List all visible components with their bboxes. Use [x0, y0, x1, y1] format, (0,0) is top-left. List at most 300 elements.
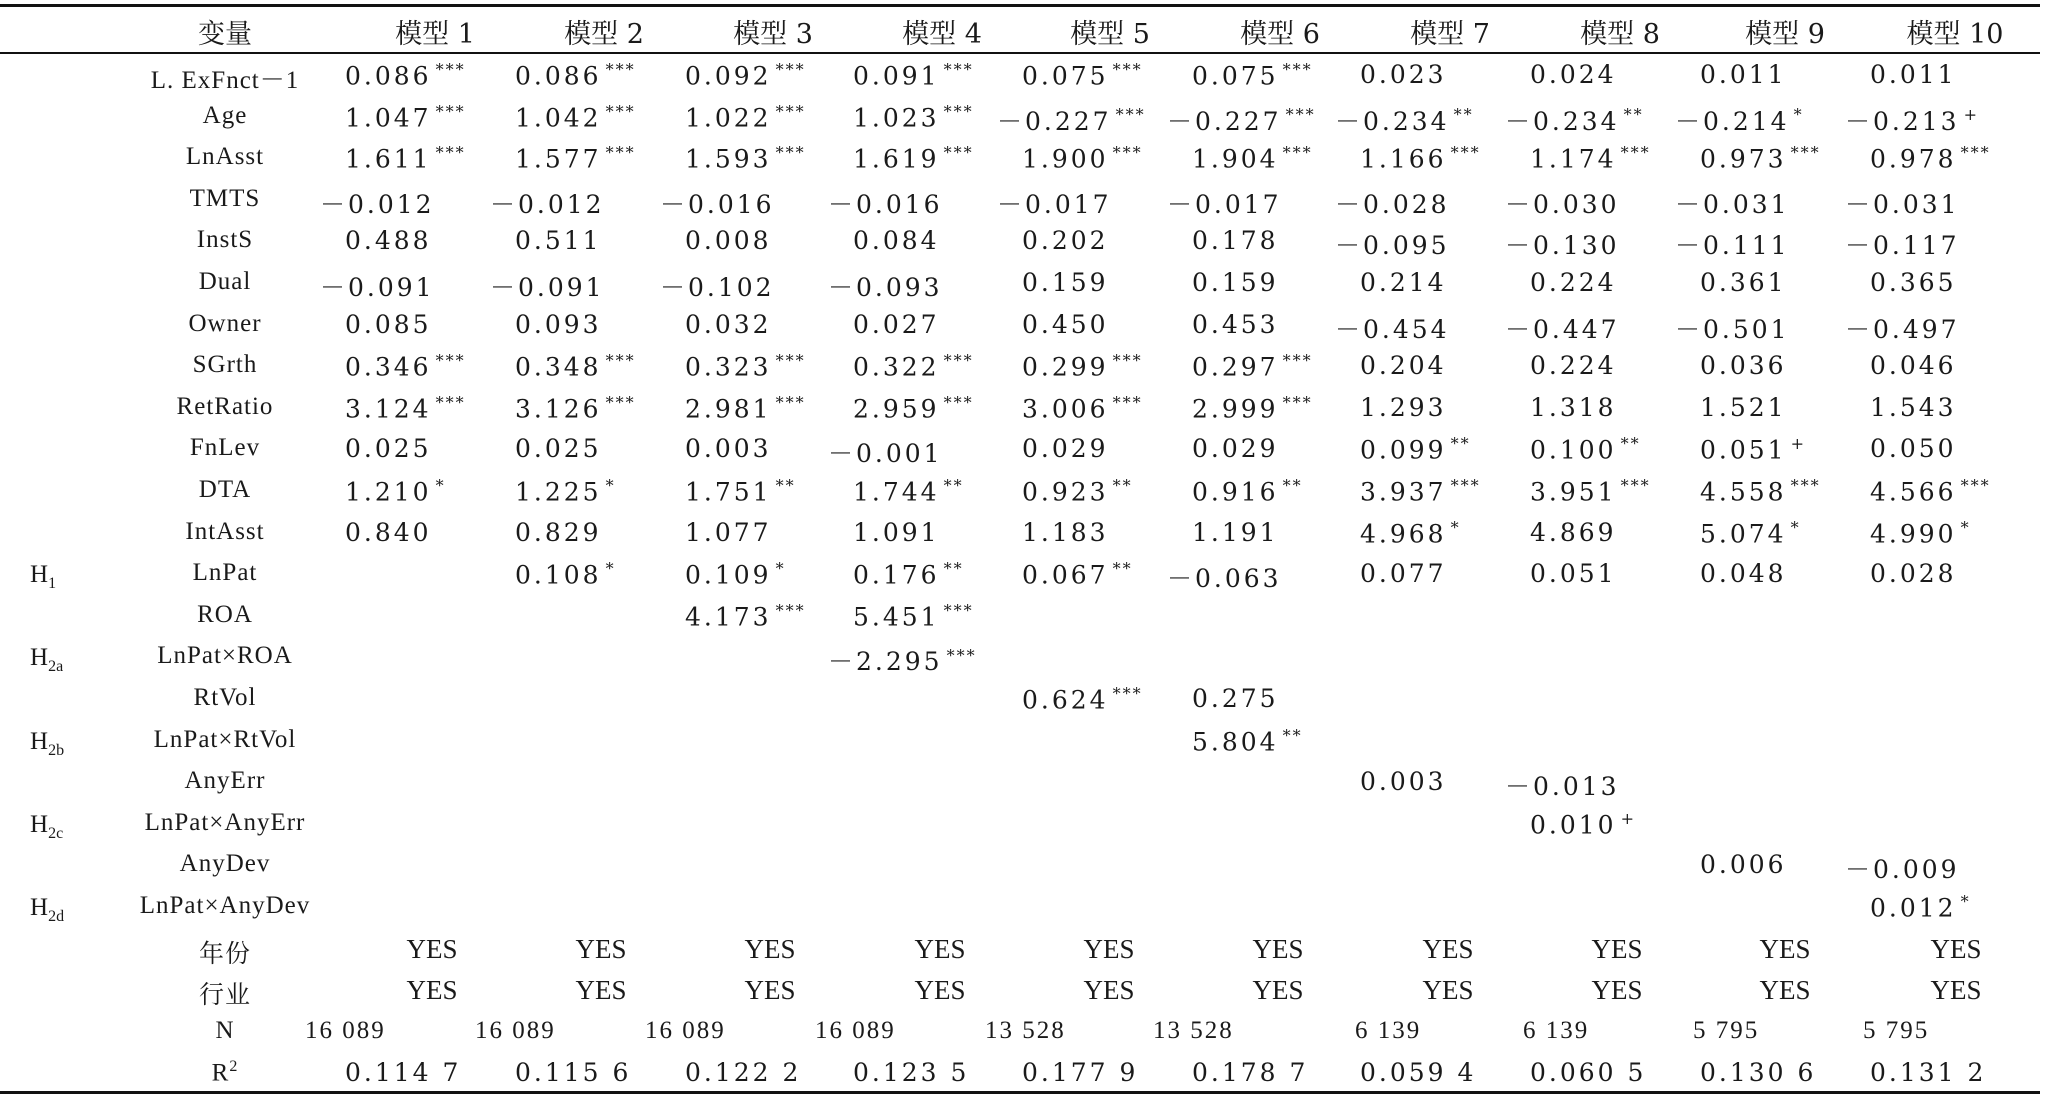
- table-row: [0, 222, 2040, 264]
- coefficient-cell: 0.224: [1530, 268, 1617, 297]
- significance-marker: *: [605, 559, 616, 579]
- coefficient-cell: 0.202: [1022, 226, 1109, 256]
- coefficient-cell: 1.593 ***: [685, 143, 806, 174]
- significance-marker: +: [1963, 105, 1979, 125]
- control-indicator: YES: [914, 975, 966, 1006]
- control-indicator: YES: [1083, 933, 1135, 964]
- significance-marker: ***: [435, 143, 466, 163]
- coefficient-cell: 1.611 ***: [345, 143, 466, 174]
- header-model-10: 模型 10: [1906, 19, 2004, 50]
- coefficient-cell: －0.213 +: [1845, 105, 1979, 136]
- hypothesis-label: $H_{2d}$: [30, 894, 65, 925]
- control-row: [0, 971, 2040, 1013]
- coefficient-cell: 0.973 ***: [1700, 143, 1821, 174]
- significance-marker: **: [1282, 476, 1303, 495]
- significance-marker: ***: [775, 351, 806, 371]
- coefficient-cell: 0.178: [1192, 226, 1279, 256]
- significance-marker: ***: [435, 60, 466, 79]
- significance-marker: +: [1790, 434, 1806, 454]
- coefficient-cell: －0.028: [1335, 189, 1450, 219]
- significance-marker: ***: [435, 351, 466, 371]
- observation-count: 5 795: [1863, 1016, 1930, 1044]
- coefficient-cell: －0.102: [660, 273, 775, 302]
- coefficient-cell: 0.978 ***: [1870, 143, 1991, 174]
- coefficient-cell: 0.024: [1530, 60, 1617, 89]
- coefficient-cell: 1.543: [1870, 392, 1957, 422]
- significance-marker: ***: [775, 392, 806, 412]
- control-indicator: YES: [1930, 975, 1982, 1006]
- coefficient-cell: 0.046: [1870, 351, 1957, 381]
- control-indicator: YES: [1759, 933, 1811, 964]
- coefficient-cell: 0.077: [1360, 559, 1447, 589]
- coefficient-cell: －2.295 ***: [828, 646, 977, 677]
- coefficient-cell: 1.047 ***: [345, 101, 466, 132]
- table-row: [0, 597, 2040, 639]
- significance-marker: *: [605, 476, 616, 495]
- variable-name: LnPat×AnyErr: [144, 808, 306, 836]
- coefficient-cell: 0.923 **: [1022, 476, 1133, 507]
- coefficient-cell: 0.036: [1700, 351, 1787, 381]
- coefficient-cell: 0.003: [685, 434, 772, 464]
- header-model-5: 模型 5: [1070, 19, 1150, 50]
- coefficient-cell: 0.028: [1870, 559, 1957, 589]
- coefficient-cell: －0.001: [828, 439, 943, 469]
- coefficient-cell: 1.183: [1022, 517, 1109, 547]
- control-indicator: YES: [1591, 933, 1643, 964]
- coefficient-cell: 1.225 *: [515, 476, 616, 507]
- coefficient-cell: 3.124 ***: [345, 392, 466, 424]
- header-model-8: 模型 8: [1580, 19, 1660, 50]
- coefficient-cell: 0.051: [1530, 559, 1617, 589]
- control-indicator: YES: [744, 975, 796, 1006]
- coefficient-cell: －0.447: [1505, 314, 1620, 344]
- significance-marker: ***: [943, 60, 974, 79]
- significance-marker: ***: [435, 101, 466, 121]
- significance-marker: ***: [1620, 143, 1651, 163]
- significance-marker: ***: [1112, 392, 1143, 412]
- significance-marker: ***: [775, 101, 806, 121]
- coefficient-cell: 0.511: [515, 226, 602, 256]
- coefficient-cell: 1.751 **: [685, 476, 796, 507]
- table-row: [0, 680, 2040, 722]
- control-indicator: YES: [1759, 975, 1811, 1006]
- control-indicator: YES: [1422, 933, 1474, 964]
- observations-row: [0, 1013, 2040, 1055]
- significance-marker: ***: [605, 392, 636, 412]
- coefficient-cell: 0.032: [685, 309, 772, 339]
- significance-marker: ***: [435, 392, 466, 412]
- coefficient-cell: 1.900 ***: [1022, 143, 1143, 174]
- significance-marker: **: [1112, 559, 1133, 579]
- coefficient-cell: －0.497: [1845, 314, 1960, 344]
- coefficient-cell: 1.042 ***: [515, 101, 636, 132]
- variable-name: LnPat×ROA: [157, 642, 293, 670]
- coefficient-cell: 0.075 ***: [1022, 60, 1143, 91]
- variable-name: AnyErr: [184, 767, 266, 795]
- coefficient-cell: 0.453: [1192, 309, 1279, 339]
- coefficient-cell: 3.006 ***: [1022, 392, 1143, 424]
- coefficient-cell: 1.091: [853, 517, 940, 547]
- coefficient-cell: －0.031: [1845, 189, 1960, 219]
- table-row: [0, 805, 2040, 847]
- coefficient-cell: 0.048: [1700, 559, 1787, 589]
- r-squared-value: 0.123 5: [853, 1058, 970, 1088]
- r-squared-value: 0.115 6: [515, 1058, 632, 1088]
- coefficient-cell: －0.017: [1167, 189, 1282, 219]
- coefficient-cell: －0.093: [828, 273, 943, 302]
- significance-marker: *: [1450, 517, 1461, 537]
- coefficient-cell: 0.916 **: [1192, 476, 1303, 507]
- coefficient-cell: 0.011: [1700, 60, 1787, 89]
- coefficient-cell: 0.348 ***: [515, 351, 636, 382]
- coefficient-cell: 4.968 *: [1360, 517, 1461, 548]
- coefficient-cell: 0.006: [1700, 850, 1787, 880]
- r-squared-value: 0.130 6: [1700, 1058, 1817, 1088]
- coefficient-cell: 0.084: [853, 226, 940, 256]
- header-model-4: 模型 4: [902, 19, 982, 50]
- observation-count: 13 528: [985, 1016, 1066, 1044]
- significance-marker: ***: [1112, 351, 1143, 371]
- r-squared-value: 0.122 2: [685, 1058, 802, 1088]
- significance-marker: ***: [1115, 105, 1146, 125]
- observation-count: 16 089: [475, 1016, 556, 1044]
- observation-count: 16 089: [645, 1016, 726, 1044]
- coefficient-cell: －0.016: [660, 189, 775, 219]
- significance-marker: *: [1793, 105, 1804, 125]
- control-indicator: YES: [406, 933, 458, 964]
- significance-marker: ***: [1112, 143, 1143, 163]
- coefficient-cell: 0.214: [1360, 268, 1447, 297]
- coefficient-cell: 0.086 ***: [345, 60, 466, 91]
- observation-count: 16 089: [305, 1016, 386, 1044]
- significance-marker: ***: [943, 351, 974, 371]
- variable-name: LnAsst: [185, 143, 265, 171]
- significance-marker: ***: [1960, 143, 1991, 163]
- variable-name: 行业: [198, 982, 251, 1010]
- table-row: [0, 638, 2040, 680]
- variable-name: DTA: [198, 476, 252, 503]
- coefficient-cell: 5.074 *: [1700, 517, 1801, 548]
- header-model-7: 模型 7: [1410, 19, 1490, 50]
- coefficient-cell: －0.030: [1505, 189, 1620, 219]
- control-indicator: YES: [406, 975, 458, 1006]
- coefficient-cell: －0.091: [320, 273, 435, 302]
- significance-marker: ***: [1282, 143, 1313, 163]
- coefficient-cell: －0.012: [490, 189, 605, 219]
- coefficient-cell: 4.173 ***: [685, 600, 806, 632]
- control-indicator: YES: [1252, 975, 1304, 1006]
- variable-name: RetRatio: [176, 392, 274, 420]
- coefficient-cell: －0.111: [1675, 231, 1790, 261]
- coefficient-cell: 0.159: [1022, 268, 1109, 297]
- control-indicator: YES: [575, 933, 627, 964]
- header-model-9: 模型 9: [1745, 19, 1825, 50]
- significance-marker: **: [1282, 725, 1303, 745]
- table-row: [0, 888, 2040, 930]
- control-indicator: YES: [1591, 975, 1643, 1006]
- coefficient-cell: 1.023 ***: [853, 101, 974, 132]
- significance-marker: ***: [605, 143, 636, 163]
- variable-name: InstS: [196, 226, 254, 254]
- table-header-rule: [0, 52, 2040, 54]
- significance-marker: ***: [943, 392, 974, 412]
- header-model-6: 模型 6: [1240, 19, 1320, 50]
- control-indicator: YES: [1252, 933, 1304, 964]
- observation-count: 6 139: [1523, 1016, 1590, 1044]
- table-row: [0, 264, 2040, 306]
- variable-name: SGrth: [192, 351, 258, 379]
- observation-count: 13 528: [1153, 1016, 1234, 1044]
- observation-count: 5 795: [1693, 1016, 1760, 1044]
- coefficient-cell: 0.829: [515, 517, 602, 547]
- table-row: [0, 555, 2040, 597]
- coefficient-cell: 0.023: [1360, 60, 1447, 89]
- coefficient-cell: 0.176 **: [853, 559, 964, 590]
- coefficient-cell: 0.361: [1700, 268, 1787, 297]
- significance-marker: **: [943, 476, 964, 495]
- significance-marker: ***: [1790, 143, 1821, 163]
- hypothesis-label: $H_1$: [30, 561, 57, 593]
- coefficient-cell: 1.744 **: [853, 476, 964, 507]
- significance-marker: **: [1112, 476, 1133, 495]
- coefficient-cell: 0.075 ***: [1192, 60, 1313, 91]
- significance-marker: ***: [1450, 143, 1481, 163]
- coefficient-cell: 1.904 ***: [1192, 143, 1313, 174]
- significance-marker: ***: [775, 60, 806, 79]
- significance-marker: +: [1620, 808, 1636, 828]
- coefficient-cell: 0.067 **: [1022, 559, 1133, 590]
- significance-marker: ***: [605, 60, 636, 79]
- table-row: [0, 472, 2040, 514]
- coefficient-cell: －0.227 ***: [997, 105, 1146, 136]
- control-row: [0, 930, 2040, 972]
- coefficient-cell: 5.451 ***: [853, 600, 974, 632]
- significance-marker: **: [1450, 434, 1471, 454]
- variable-name: TMTS: [189, 184, 261, 212]
- control-indicator: YES: [1083, 975, 1135, 1006]
- significance-marker: ***: [1282, 60, 1313, 79]
- coefficient-cell: 0.025: [515, 434, 602, 464]
- coefficient-cell: 0.488: [345, 226, 432, 256]
- significance-marker: ***: [1790, 476, 1821, 495]
- coefficient-cell: 0.085: [345, 309, 432, 339]
- control-indicator: YES: [1930, 933, 1982, 964]
- coefficient-cell: 0.450: [1022, 309, 1109, 339]
- variable-name: LnPat×AnyDev: [139, 892, 311, 919]
- coefficient-cell: 0.275: [1192, 684, 1279, 713]
- coefficient-cell: －0.063: [1167, 564, 1282, 594]
- hypothesis-label: $H_{2b}$: [30, 727, 65, 759]
- r-squared-value: 0.060 5: [1530, 1058, 1647, 1088]
- control-indicator: YES: [914, 933, 966, 964]
- coefficient-cell: 1.577 ***: [515, 143, 636, 174]
- coefficient-cell: 0.086 ***: [515, 60, 636, 91]
- coefficient-cell: 1.210 *: [345, 476, 446, 507]
- control-indicator: YES: [575, 975, 627, 1006]
- coefficient-cell: －0.227 ***: [1167, 105, 1316, 136]
- significance-marker: ***: [605, 101, 636, 121]
- variable-name: AnyDev: [179, 850, 271, 878]
- significance-marker: ***: [1285, 105, 1316, 125]
- significance-marker: ***: [1960, 476, 1991, 495]
- coefficient-cell: －0.009: [1845, 855, 1960, 885]
- table-row: [0, 306, 2040, 348]
- coefficient-cell: 0.027: [853, 309, 940, 339]
- variable-name: RtVol: [193, 684, 257, 711]
- variable-name: Dual: [198, 268, 252, 295]
- coefficient-cell: －0.117: [1845, 231, 1960, 261]
- r-squared-value: 0.131 2: [1870, 1058, 1987, 1088]
- coefficient-cell: －0.234 **: [1505, 105, 1644, 136]
- significance-marker: *: [1790, 517, 1801, 537]
- significance-marker: **: [1623, 105, 1644, 125]
- r-squared-value: 0.114 7: [345, 1058, 462, 1088]
- table-row: [0, 389, 2040, 431]
- coefficient-cell: 3.126 ***: [515, 392, 636, 424]
- significance-marker: ***: [775, 143, 806, 163]
- significance-marker: **: [775, 476, 796, 495]
- coefficient-cell: 2.959 ***: [853, 392, 974, 424]
- r-squared-row: [0, 1054, 2040, 1096]
- coefficient-cell: －0.031: [1675, 189, 1790, 219]
- significance-marker: ***: [946, 646, 977, 666]
- coefficient-cell: 1.293: [1360, 392, 1447, 422]
- significance-marker: **: [1620, 434, 1641, 454]
- significance-marker: **: [943, 559, 964, 579]
- significance-marker: *: [1960, 517, 1971, 537]
- coefficient-cell: 1.318: [1530, 392, 1617, 422]
- coefficient-cell: 0.322 ***: [853, 351, 974, 382]
- coefficient-cell: 0.010 +: [1530, 808, 1636, 840]
- coefficient-cell: 1.166 ***: [1360, 143, 1481, 174]
- coefficient-cell: 4.558 ***: [1700, 476, 1821, 507]
- coefficient-cell: 0.025: [345, 434, 432, 464]
- significance-marker: *: [1960, 892, 1971, 911]
- coefficient-cell: 1.521: [1700, 392, 1787, 422]
- coefficient-cell: －0.095: [1335, 231, 1450, 261]
- coefficient-cell: 1.619 ***: [853, 143, 974, 174]
- header-model-1: 模型 1: [395, 19, 475, 50]
- coefficient-cell: －0.091: [490, 273, 605, 302]
- coefficient-cell: －0.214 *: [1675, 105, 1804, 136]
- coefficient-cell: －0.012: [320, 189, 435, 219]
- variable-name: 年份: [198, 940, 251, 968]
- variable-name: N: [215, 1016, 235, 1044]
- coefficient-cell: 0.011: [1870, 60, 1957, 89]
- control-indicator: YES: [744, 933, 796, 964]
- coefficient-cell: 0.159: [1192, 268, 1279, 297]
- table-header: [0, 0, 2040, 50]
- variable-name: ROA: [197, 600, 253, 628]
- coefficient-cell: 1.174 ***: [1530, 143, 1651, 174]
- coefficient-cell: －0.501: [1675, 314, 1790, 344]
- coefficient-cell: 0.003: [1360, 767, 1447, 797]
- r-squared-value: 0.177 9: [1022, 1058, 1139, 1088]
- significance-marker: ***: [1282, 392, 1313, 412]
- variable-name: L. ExFnct－1: [150, 67, 300, 94]
- coefficient-cell: 0.346 ***: [345, 351, 466, 382]
- coefficient-cell: 0.323 ***: [685, 351, 806, 382]
- r-squared-value: 0.178 7: [1192, 1058, 1309, 1088]
- coefficient-cell: 0.099 **: [1360, 434, 1471, 465]
- coefficient-cell: 0.297 ***: [1192, 351, 1313, 382]
- significance-marker: ***: [1112, 60, 1143, 79]
- coefficient-cell: 2.981 ***: [685, 392, 806, 424]
- coefficient-cell: －0.016: [828, 189, 943, 219]
- control-indicator: YES: [1422, 975, 1474, 1006]
- coefficient-cell: －0.234 **: [1335, 105, 1474, 136]
- coefficient-cell: 1.022 ***: [685, 101, 806, 132]
- coefficient-cell: 4.566 ***: [1870, 476, 1991, 507]
- coefficient-cell: 0.108 *: [515, 559, 616, 590]
- significance-marker: *: [435, 476, 446, 495]
- header-model-2: 模型 2: [564, 19, 644, 50]
- table-row: [0, 181, 2040, 223]
- observation-count: 6 139: [1355, 1016, 1422, 1044]
- significance-marker: ***: [775, 600, 806, 620]
- table-row: [0, 139, 2040, 181]
- coefficient-cell: 0.092 ***: [685, 60, 806, 91]
- significance-marker: ***: [1620, 476, 1651, 495]
- variable-name: IntAsst: [185, 517, 265, 545]
- coefficient-cell: 0.100 **: [1530, 434, 1641, 465]
- coefficient-cell: 0.029: [1022, 434, 1109, 464]
- coefficient-cell: 0.008: [685, 226, 772, 256]
- variable-name: LnPat: [192, 559, 258, 587]
- significance-marker: **: [1453, 105, 1474, 125]
- coefficient-cell: 0.365: [1870, 268, 1957, 297]
- coefficient-cell: 0.051 +: [1700, 434, 1806, 465]
- significance-marker: ***: [943, 101, 974, 121]
- coefficient-cell: 1.077: [685, 517, 772, 547]
- variable-name: FnLev: [189, 434, 261, 462]
- coefficient-cell: 0.624 ***: [1022, 684, 1143, 715]
- coefficient-cell: －0.013: [1505, 772, 1620, 802]
- coefficient-cell: 0.050: [1870, 434, 1957, 464]
- coefficient-cell: 3.951 ***: [1530, 476, 1651, 507]
- coefficient-cell: 0.840: [345, 517, 432, 547]
- coefficient-cell: 1.191: [1192, 517, 1279, 547]
- coefficient-cell: 0.093: [515, 309, 602, 339]
- coefficient-cell: －0.130: [1505, 231, 1620, 261]
- variable-name: LnPat×RtVol: [153, 725, 297, 753]
- header-variable: 变量: [198, 19, 252, 50]
- table-row: [0, 763, 2040, 805]
- coefficient-cell: －0.454: [1335, 314, 1450, 344]
- coefficient-cell: 0.224: [1530, 351, 1617, 381]
- coefficient-cell: 0.299 ***: [1022, 351, 1143, 382]
- r-squared-value: 0.059 4: [1360, 1058, 1477, 1088]
- table-row: [0, 347, 2040, 389]
- hypothesis-label: $H_{2c}$: [30, 810, 64, 842]
- significance-marker: *: [775, 559, 786, 579]
- significance-marker: ***: [943, 600, 974, 620]
- variable-name: $R^2$: [211, 1058, 239, 1087]
- significance-marker: ***: [605, 351, 636, 371]
- table-row: [0, 98, 2040, 140]
- observation-count: 16 089: [815, 1016, 896, 1044]
- hypothesis-label: $H_{2a}$: [30, 644, 64, 676]
- header-model-3: 模型 3: [733, 19, 813, 50]
- coefficient-cell: 0.029: [1192, 434, 1279, 464]
- coefficient-cell: 0.204: [1360, 351, 1447, 381]
- significance-marker: ***: [943, 143, 974, 163]
- coefficient-cell: 0.109 *: [685, 559, 786, 590]
- table-row: [0, 846, 2040, 888]
- significance-marker: ***: [1112, 684, 1143, 703]
- coefficient-cell: －0.017: [997, 189, 1112, 219]
- table-row: [0, 56, 2040, 98]
